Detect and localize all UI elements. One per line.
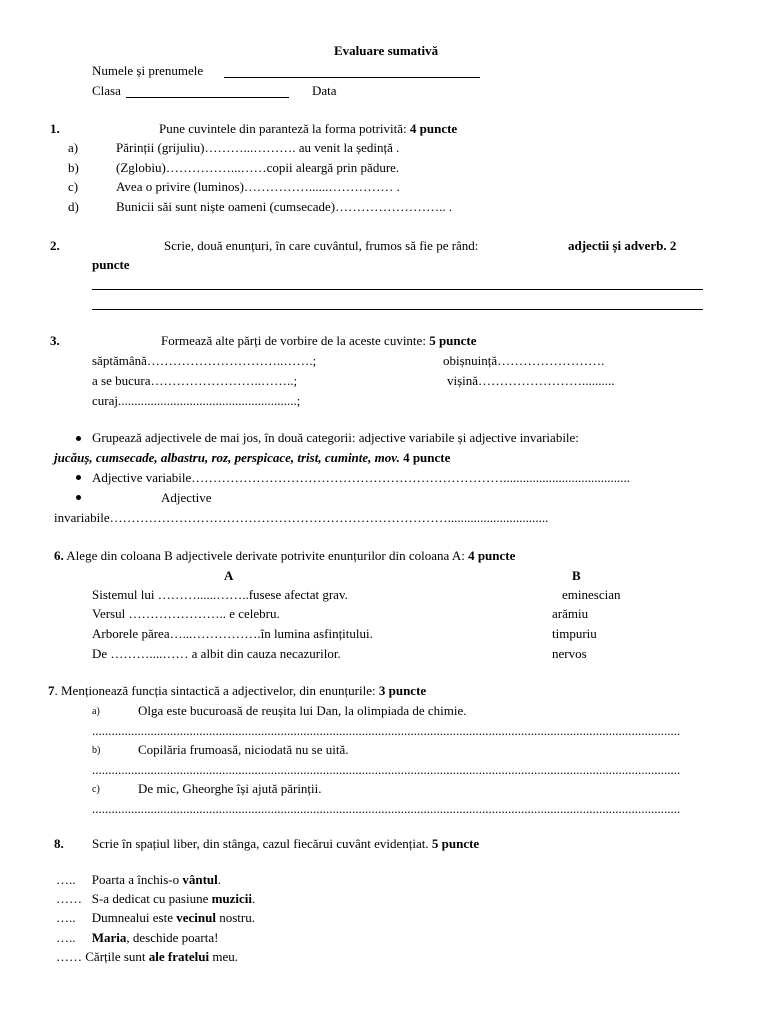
- q8-item-1: [56, 872, 221, 888]
- q4-points: 4 puncte: [403, 450, 451, 465]
- q1-prompt: [159, 121, 457, 137]
- q2-answer-line-1[interactable]: [92, 289, 703, 290]
- q7-answer-dots-c[interactable]: .....................................................................................................................................................................................: [92, 801, 681, 816]
- q6-a-row-2: Versul ………………….. e celebru.: [92, 606, 280, 621]
- q3-prompt: [161, 333, 477, 349]
- q8-item-3-after: nostru.: [215, 910, 255, 925]
- q7-letter-c: c): [92, 784, 100, 795]
- q6-a-row-4: De ………....…… a albit din cauza necazurilor.: [92, 646, 341, 661]
- q8-item-2-before: S-a dedicat cu pasiune: [91, 891, 212, 906]
- q4-invariable-label-1: Adjective: [161, 490, 212, 505]
- q6-b-row-1: eminescian: [562, 587, 621, 602]
- q1-letter-a: a): [68, 140, 79, 155]
- date-label: Data: [312, 83, 337, 98]
- q7-answer-dots-b[interactable]: .....................................................................................................................................................................................: [92, 762, 681, 777]
- q1-letter-d: d): [68, 199, 79, 214]
- bullet-icon: [76, 495, 81, 500]
- q2-number: 2.: [50, 238, 60, 253]
- q8-item-1-after: .: [217, 872, 222, 887]
- q1-item-c: Avea o privire (luminos)……………......…………… .: [116, 179, 400, 194]
- q8-blank-3[interactable]: …..: [56, 910, 76, 925]
- q8-prompt: Scrie în spațiul liber, din stânga, cazul fiecărui cuvânt evidențiat.: [92, 836, 429, 851]
- q6-column-a-header: A: [224, 568, 234, 583]
- q2-answer-line-2[interactable]: [92, 309, 703, 310]
- q6-a-row-1: Sistemul lui ………......……..fusese afectat grav.: [92, 587, 348, 602]
- q7-letter-b: b): [92, 745, 101, 756]
- q8-blank-5[interactable]: ……: [56, 949, 82, 964]
- class-label: Clasa: [92, 83, 121, 98]
- q1-prompt-text: Pune cuvintele din paranteză la forma potrivită:: [159, 121, 407, 136]
- name-field-line[interactable]: [224, 77, 480, 78]
- name-label: Numele și prenumele: [92, 63, 204, 78]
- page-title: Evaluare sumativă: [334, 43, 439, 58]
- q1-item-d: Bunicii săi sunt niște oameni (cumsecade)…………………….. .: [116, 199, 453, 214]
- q7-item-c: De mic, Gheorghe își ajută părinții.: [138, 781, 322, 796]
- q8-item-4: [56, 930, 218, 946]
- q4-words-line: [54, 450, 450, 466]
- q3-prompt-text: Formează alte părți de vorbire de la aceste cuvinte:: [161, 333, 426, 348]
- q1-points: 4 puncte: [409, 121, 458, 136]
- q2-prompt: Scrie, două enunțuri, în care cuvântul, frumos să fie pe rând:: [164, 238, 479, 253]
- q1-letter-b: b): [68, 160, 79, 175]
- q8-item-2: [56, 891, 255, 907]
- class-field-line[interactable]: [126, 97, 289, 98]
- q3-word-3: a se bucura……………………..……..;: [92, 373, 298, 388]
- q8-item-3-before: Dumnealui este: [91, 910, 177, 925]
- q8-item-5-bold: ale fratelui: [148, 949, 210, 964]
- q8-item-5: [56, 949, 238, 965]
- q8-number: 8.: [54, 836, 64, 851]
- q1-item-a: Părinții (grijuliu)………...………. au venit la ședință .: [116, 140, 400, 155]
- q4-words: jucăuș, cumsecade, albastru, roz, perspicace, trist, cuminte, mov.: [54, 450, 400, 465]
- q8-item-5-before: Cărțile sunt: [85, 949, 149, 964]
- q8-item-1-bold: vântul: [182, 872, 218, 887]
- q8-item-1-before: Poarta a închis-o: [91, 872, 183, 887]
- q7-number: 7: [48, 683, 55, 698]
- q8-item-3-bold: vecinul: [176, 910, 216, 925]
- q8-item-4-after: , deschide poarta!: [126, 930, 219, 945]
- q7-prompt: . Menționează funcția sintactică a adjectivelor, din enunțurile:: [54, 683, 376, 698]
- q7-item-a: Olga este bucuroasă de reușita lui Dan, la olimpiada de chimie.: [138, 703, 467, 718]
- q6-a-row-3: Arborele părea…...…………….în lumina asfințitului.: [92, 626, 373, 641]
- q8-prompt-line: [92, 836, 479, 852]
- q7-points: 3 puncte: [378, 683, 427, 698]
- q4-prompt: Grupează adjectivele de mai jos, în două categorii: adjective variabile și adjective invariabile:: [92, 430, 579, 445]
- q4-variable-label: Adjective variabile……………………………………………………………….......................................: [92, 470, 631, 485]
- q6-prompt: Alege din coloana B adjectivele derivate potrivite enunțurilor din coloana A:: [66, 548, 465, 563]
- q1-number: 1.: [50, 121, 60, 136]
- bullet-icon: [76, 475, 81, 480]
- q6-column-b-header: B: [572, 568, 581, 583]
- q8-blank-4[interactable]: …..: [56, 930, 76, 945]
- q3-word-2: obișnuință…………………….: [443, 353, 605, 368]
- q7-item-b: Copilăria frumoasă, niciodată nu se uită.: [138, 742, 349, 757]
- q6-prompt-line: [54, 548, 515, 564]
- q4-invariable-label-2: invariabile……………………………………………………………………...............................: [54, 510, 549, 525]
- q1-letter-c: c): [68, 179, 79, 194]
- q6-points: 4 puncte: [468, 548, 516, 563]
- bullet-icon: [76, 436, 81, 441]
- q2-points: puncte: [92, 257, 130, 272]
- q3-word-4: vișină……………………..........: [447, 373, 615, 388]
- q7-prompt-line: [48, 683, 426, 699]
- q6-b-row-4: nervos: [552, 646, 587, 661]
- q6-b-row-3: timpuriu: [552, 626, 597, 641]
- q3-number: 3.: [50, 333, 60, 348]
- q8-item-2-bold: muzicii: [211, 891, 253, 906]
- q1-item-b: (Zglobiu)……………...……copii aleargă prin pădure.: [116, 160, 400, 175]
- q8-item-4-bold: Maria: [91, 930, 127, 945]
- q8-item-5-after: meu.: [209, 949, 238, 964]
- q3-points: 5 puncte: [429, 333, 477, 348]
- q2-bold: adjectii și adverb. 2: [568, 238, 677, 253]
- q7-letter-a: a): [92, 706, 100, 717]
- q8-blank-1[interactable]: …..: [56, 872, 76, 887]
- q8-blank-2[interactable]: ……: [56, 891, 82, 906]
- q8-points: 5 puncte: [431, 836, 480, 851]
- q8-item-3: [56, 910, 255, 926]
- q3-word-5: curaj.......................................................;: [92, 393, 301, 408]
- q3-word-1: săptămână…………………………..…….;: [92, 353, 317, 368]
- q6-b-row-2: arămiu: [552, 606, 589, 621]
- q8-item-2-after: .: [252, 891, 256, 906]
- q6-number: 6.: [54, 548, 64, 563]
- q7-answer-dots-a[interactable]: .....................................................................................................................................................................................: [92, 723, 681, 738]
